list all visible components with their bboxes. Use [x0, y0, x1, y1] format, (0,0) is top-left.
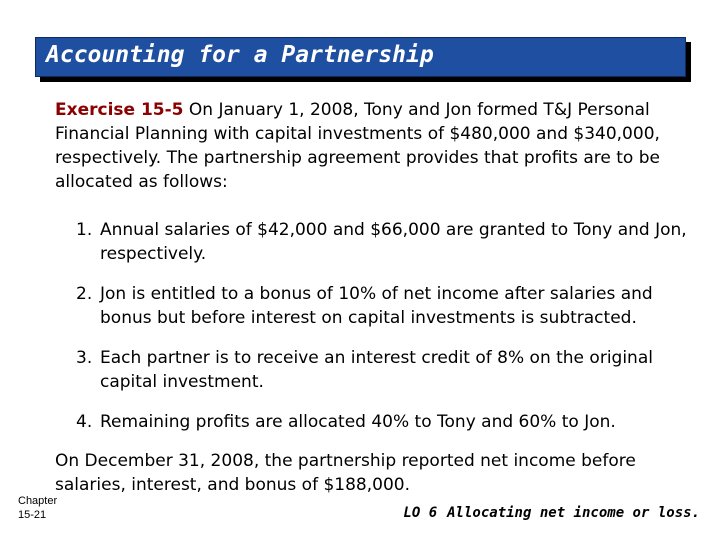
chapter-label: Chapter: [18, 495, 58, 507]
list-item-text: Remaining profits are allocated 40% to Tony and 60% to Jon.: [100, 412, 616, 432]
exercise-label: Exercise 15-5: [55, 100, 184, 120]
list-item-text: Annual salaries of $42,000 and $66,000 are granted to Tony and Jon, respectively.: [100, 220, 687, 264]
list-item: [76, 346, 696, 394]
title-bar: [35, 37, 686, 77]
allocation-list: [76, 218, 696, 450]
list-item: [76, 218, 696, 266]
list-item-text: Each partner is to receive an interest credit of 8% on the original capital investment.: [100, 348, 653, 392]
slide-number: 15-21: [18, 509, 47, 521]
chapter-info: [18, 494, 57, 522]
list-item-number: 4.: [76, 412, 93, 432]
list-item-number: 3.: [76, 348, 93, 368]
exercise-intro: [55, 98, 695, 194]
exercise-intro-text: On January 1, 2008, Tony and Jon formed T&J Personal Financial Planning with capital investments of $480,000 and $340,000, respectively. The partnership agreement provides that profits are to be allocated as follows:: [55, 100, 660, 192]
list-item: [76, 282, 696, 330]
list-item-number: 2.: [76, 284, 93, 304]
slide-title: Accounting for a Partnership: [46, 42, 434, 68]
list-item-text: Jon is entitled to a bonus of 10% of net income after salaries and bonus but before interest on capital investments is subtracted.: [100, 284, 653, 328]
list-item-number: 1.: [76, 220, 93, 240]
list-item: [76, 410, 696, 434]
learning-objective: [403, 505, 700, 521]
lo-text: Allocating net income or loss.: [447, 505, 700, 521]
closing-paragraph: On December 31, 2008, the partnership reported net income before salaries, interest, and bonus of $188,000.: [55, 451, 636, 495]
lo-code: LO 6: [403, 505, 438, 521]
